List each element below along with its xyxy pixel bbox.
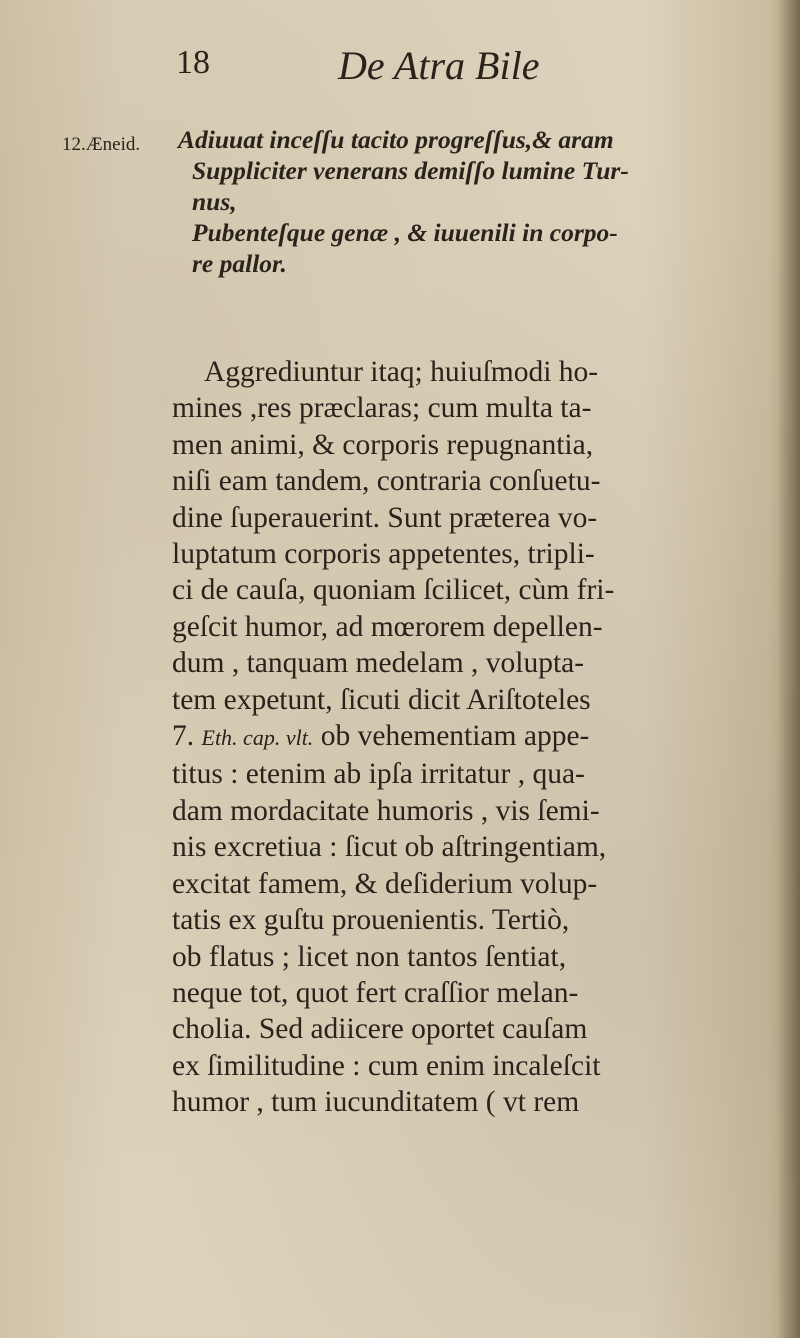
chapter-number: 7. <box>172 720 195 753</box>
page-header <box>170 42 610 92</box>
verse-line: Suppliciter venerans demiſſo lumine Tur- <box>192 156 629 185</box>
inline-reference: Eth. cap. vlt. <box>201 725 314 751</box>
margin-citation: 12.Æneid. <box>62 134 141 155</box>
verse-line: re pallor. <box>192 249 287 278</box>
text-line: geſcit humor, ad mœrorem depellen- <box>172 610 603 643</box>
page-number: 18 <box>176 44 210 81</box>
text-line: men animi, & corporis repugnantia, <box>172 428 594 461</box>
text-line: dam mordacitate humoris , vis ſemi- <box>172 794 600 827</box>
text-line: ci de cauſa, quoniam ſcilicet, cùm fri- <box>172 574 615 607</box>
verse-quotation <box>178 124 748 279</box>
text-line <box>172 718 752 756</box>
text-line: ex ſimilitudine : cum enim incaleſcit <box>172 1049 601 1082</box>
text-line: Aggrediuntur itaq; huiuſmodi ho- <box>204 356 599 388</box>
text-line: luptatum corporis appetentes, tripli- <box>172 538 595 571</box>
text-line: mines ,res præclaras; cum multa ta- <box>172 392 592 425</box>
text-fragment: ob vehementiam appe- <box>313 720 590 753</box>
text-line: humor , tum iucunditatem ( vt rem <box>172 1086 580 1119</box>
text-line: titus : etenim ab ipſa irritatur , qua- <box>172 758 585 791</box>
running-title: De Atra Bile <box>338 43 540 88</box>
text-line: nis excretiua : ſicut ob aſtringentiam, <box>172 831 607 864</box>
page-edge-shadow <box>778 0 800 1338</box>
text-line: excitat famem, & deſiderium volup- <box>172 867 598 900</box>
body-paragraph <box>172 354 752 1121</box>
text-line: dum , tanquam medelam , volupta- <box>172 647 585 680</box>
text-line: niſi eam tandem, contraria conſuetu- <box>172 465 601 498</box>
text-line: cholia. Sed adiicere oportet cauſam <box>172 1013 588 1046</box>
verse-line: Pubenteſque genæ , & iuuenili in corpo- <box>192 218 618 247</box>
verse-line: nus, <box>192 187 237 216</box>
text-line: tem expetunt, ſicuti dicit Ariſtoteles <box>172 683 591 716</box>
verse-line: Adiuuat inceſſu tacito progreſſus,& aram <box>178 125 614 154</box>
text-line: tatis ex guſtu prouenientis. Tertiò, <box>172 904 570 937</box>
text-line: dine ſuperauerint. Sunt præterea vo- <box>172 501 598 534</box>
text-line: neque tot, quot fert craſſior melan- <box>172 976 579 1009</box>
text-line: ob flatus ; licet non tantos ſentiat, <box>172 940 567 973</box>
